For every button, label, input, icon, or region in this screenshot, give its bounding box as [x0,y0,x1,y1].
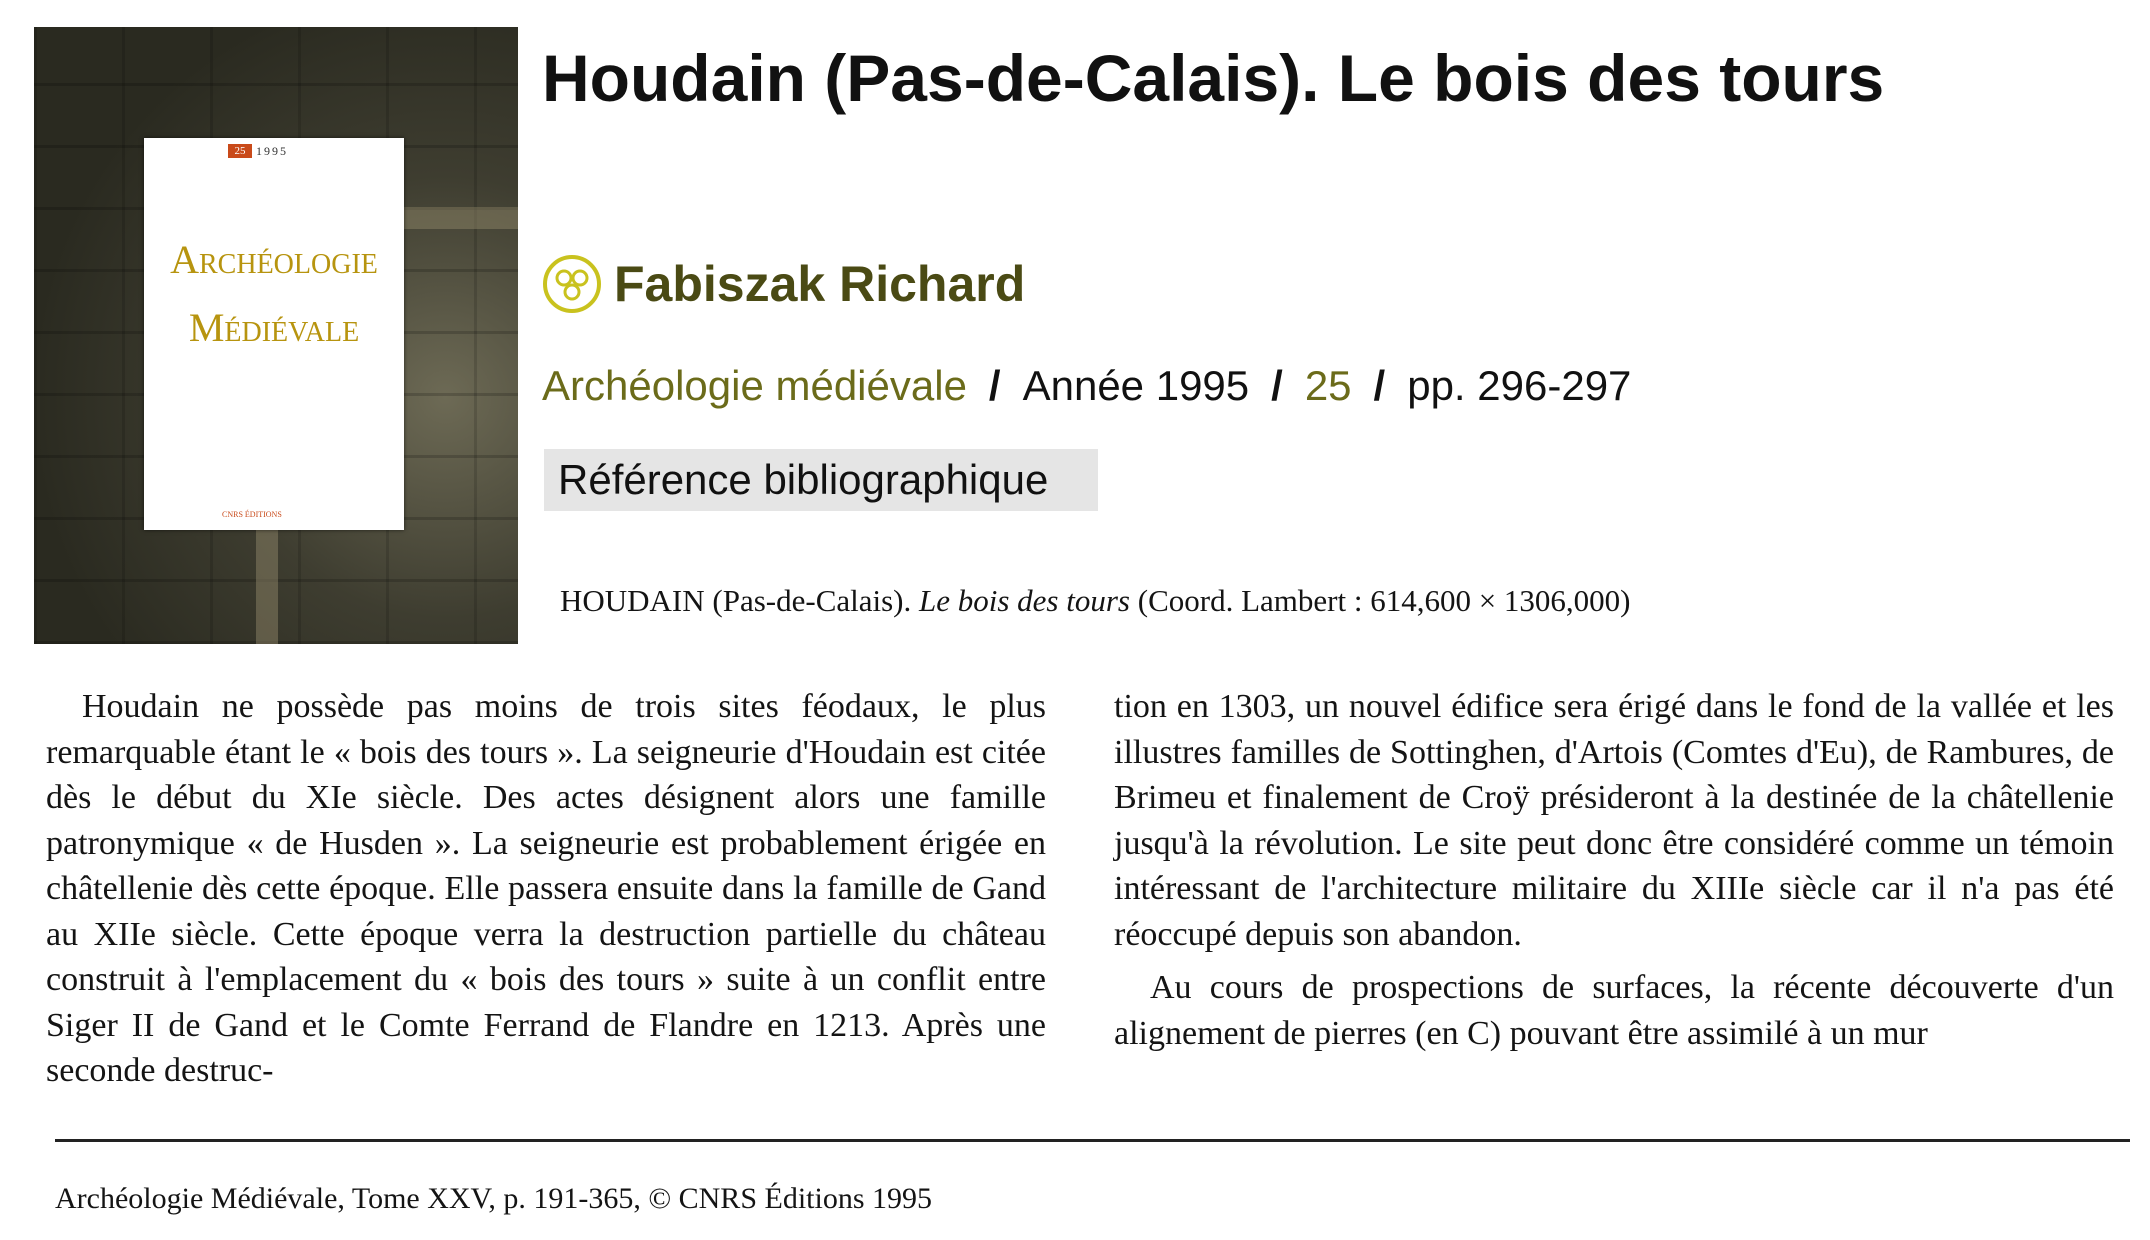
scan-header [560,583,1631,619]
publication-meta [542,362,1631,410]
meta-separator: / [988,362,1001,409]
bibliographic-reference-button[interactable]: Référence bibliographique [544,449,1098,511]
cover-journal-line1: Archéologie [170,237,378,282]
year-label: Année 1995 [1022,362,1250,409]
author-block[interactable] [542,254,1025,314]
author-network-icon [542,254,602,314]
cover-journal-line2: Médiévale [188,305,360,350]
pages-label: pp. 296-297 [1407,362,1632,409]
cover-panel [144,138,404,530]
cover-issue-number: 25 [228,144,252,158]
author-name-link[interactable]: Fabiszak Richard [614,256,1026,312]
meta-separator: / [1373,362,1386,409]
article-title: Houdain (Pas-de-Calais). Le bois des tours [542,41,1885,115]
scan-header-place: HOUDAIN (Pas-de-Calais). [560,583,912,618]
scan-paragraph: Au cours de prospections de surfaces, la récente découverte d'un alignement de pierres (en C) pouvant être assimilé à un mur [1114,969,2114,1052]
scan-header-title: Le bois des tours [919,583,1130,618]
meta-separator: / [1271,362,1283,409]
scan-paragraph: Houdain ne possède pas moins de trois sites féodaux, le plus remarquable étant le « bois des tours ». La seigneurie d'Houdain est citée dès le début du XIe siècle. Des actes désignent alors une famille patronymique « de Husden ». La seigneurie est probablement érigée en châtellenie dès cette époque. Elle passera ensuite dans la famille de Gand au XIIe siècle. Cette époque verra la destruction partielle du château construit à l'emplacement du « bois des tours » suite à un conflit entre Siger II de Gand et le Comte Ferrand de Flandre en 1213. Après une seconde destruc- [46,688,1046,1089]
footer-divider [55,1139,2130,1142]
scan-column-right [1114,684,2114,1056]
volume-link[interactable]: 25 [1304,362,1352,409]
scan-column-left [46,684,1046,1094]
scan-header-coords: (Coord. Lambert : 614,600 × 1306,000) [1137,583,1631,618]
scan-footer: Archéologie Médiévale, Tome XXV, p. 191-365, © CNRS Éditions 1995 [55,1182,933,1215]
journal-link[interactable]: Archéologie médiévale [542,362,967,409]
scan-paragraph: tion en 1303, un nouvel édifice sera érigé dans le fond de la vallée et les illustres familles de Sottinghen, d'Artois (Comtes d'Eu), de Rambures, de Brimeu et finalement de Croÿ présideront à la destinée de la châtellenie jusqu'à la révolution. Le site peut donc être considéré comme un témoin intéressant de l'architecture militaire du XIIIe siècle car il n'a pas été réoccupé depuis son abandon. [1114,688,2114,953]
cover-year: 1995 [256,144,288,158]
cover-publisher: CNRS ÉDITIONS [222,510,282,519]
journal-cover-image[interactable] [34,27,518,644]
